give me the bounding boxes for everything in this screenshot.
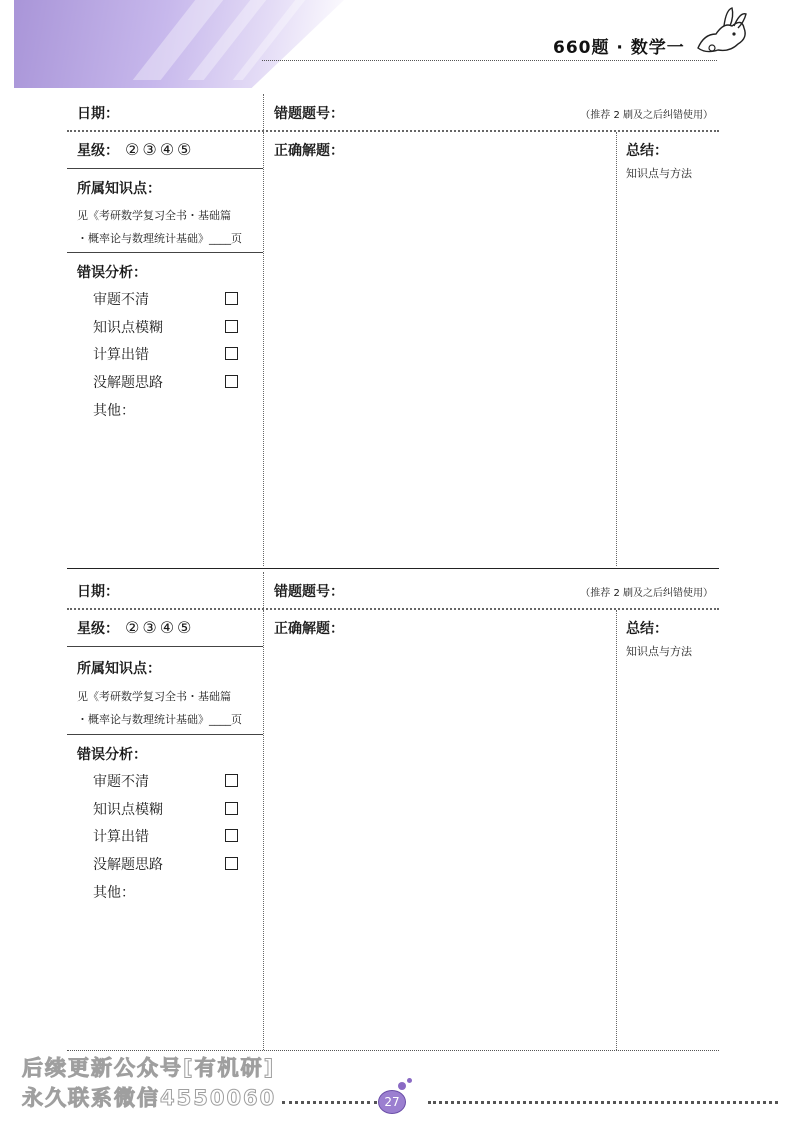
book-title: 660题 · 数学一 [553, 38, 685, 58]
knowledge-point-ref-2: ・概率论与数理统计基础》____页 [77, 232, 242, 245]
summary-subtitle: 知识点与方法 [626, 167, 692, 180]
entry-header-row [67, 572, 719, 610]
footer-dots-right [428, 1101, 778, 1104]
star-options[interactable]: ②③④⑤ [125, 140, 195, 159]
knowledge-point-ref-1: 见《考研数学复习全书・基础篇 [77, 690, 231, 703]
date-label: 日期： [77, 106, 119, 122]
checkbox-misread[interactable] [225, 774, 238, 787]
star-rating [77, 618, 194, 638]
wrong-number-label: 错题题号： [274, 584, 344, 600]
option-fuzzy-knowledge: 知识点模糊 [93, 802, 163, 818]
knowledge-point-ref-1: 见《考研数学复习全书・基础篇 [77, 209, 231, 222]
redo-note: （推荐 2 刷及之后纠错使用） [580, 110, 713, 121]
knowledge-point-title: 所属知识点： [77, 181, 161, 197]
wrong-number-label: 错题题号： [274, 106, 344, 122]
section-divider [67, 646, 263, 647]
column-divider-left [263, 610, 264, 1050]
solution-label: 正确解题： [274, 621, 344, 637]
column-divider [263, 572, 264, 608]
watermark-line-2: 永久联系微信4550060 [22, 1086, 277, 1110]
star-options[interactable]: ②③④⑤ [125, 618, 195, 637]
section-divider [67, 252, 263, 253]
other-label: 其他： [93, 885, 135, 901]
option-no-idea: 没解题思路 [93, 857, 163, 873]
footer-dots-left [282, 1101, 377, 1104]
header-banner [14, 0, 344, 88]
star-rating [77, 140, 194, 160]
option-misread: 审题不清 [93, 292, 149, 308]
date-label: 日期： [77, 584, 119, 600]
checkbox-fuzzy-knowledge[interactable] [225, 320, 238, 333]
column-divider-right [616, 610, 617, 1050]
page-badge-decor [398, 1082, 406, 1090]
entry-header-row [67, 94, 719, 132]
error-entry-1 [67, 94, 719, 570]
knowledge-point-ref-2: ・概率论与数理统计基础》____页 [77, 713, 242, 726]
option-no-idea: 没解题思路 [93, 375, 163, 391]
option-calc-error: 计算出错 [93, 347, 149, 363]
checkbox-no-idea[interactable] [225, 375, 238, 388]
checkbox-calc-error[interactable] [225, 829, 238, 842]
watermark-line-1: 后续更新公众号[有机研] [22, 1056, 276, 1080]
column-divider-left [263, 132, 264, 566]
page-badge-decor [407, 1078, 412, 1083]
entry-bottom-rule [67, 568, 719, 569]
checkbox-misread[interactable] [225, 292, 238, 305]
summary-label: 总结： [626, 143, 668, 159]
error-analysis-title: 错误分析： [77, 265, 147, 281]
redo-note: （推荐 2 刷及之后纠错使用） [580, 588, 713, 599]
section-divider [67, 734, 263, 735]
checkbox-no-idea[interactable] [225, 857, 238, 870]
option-calc-error: 计算出错 [93, 829, 149, 845]
error-analysis-title: 错误分析： [77, 747, 147, 763]
star-label: 星级： [77, 143, 119, 159]
error-entry-2 [67, 572, 719, 1052]
star-label: 星级： [77, 621, 119, 637]
option-misread: 审题不清 [93, 774, 149, 790]
page-number: 27 [378, 1090, 406, 1114]
checkbox-fuzzy-knowledge[interactable] [225, 802, 238, 815]
entry-body [67, 610, 719, 1050]
solution-label: 正确解题： [274, 143, 344, 159]
column-divider-right [616, 132, 617, 566]
section-divider [67, 168, 263, 169]
entry-body [67, 132, 719, 566]
summary-label: 总结： [626, 621, 668, 637]
entry-bottom-rule [67, 1050, 719, 1051]
option-fuzzy-knowledge: 知识点模糊 [93, 320, 163, 336]
knowledge-point-title: 所属知识点： [77, 661, 161, 677]
other-label: 其他： [93, 403, 135, 419]
summary-subtitle: 知识点与方法 [626, 645, 692, 658]
header-divider [262, 60, 717, 61]
checkbox-calc-error[interactable] [225, 347, 238, 360]
column-divider [263, 94, 264, 130]
bunny-mascot-icon [690, 4, 750, 56]
